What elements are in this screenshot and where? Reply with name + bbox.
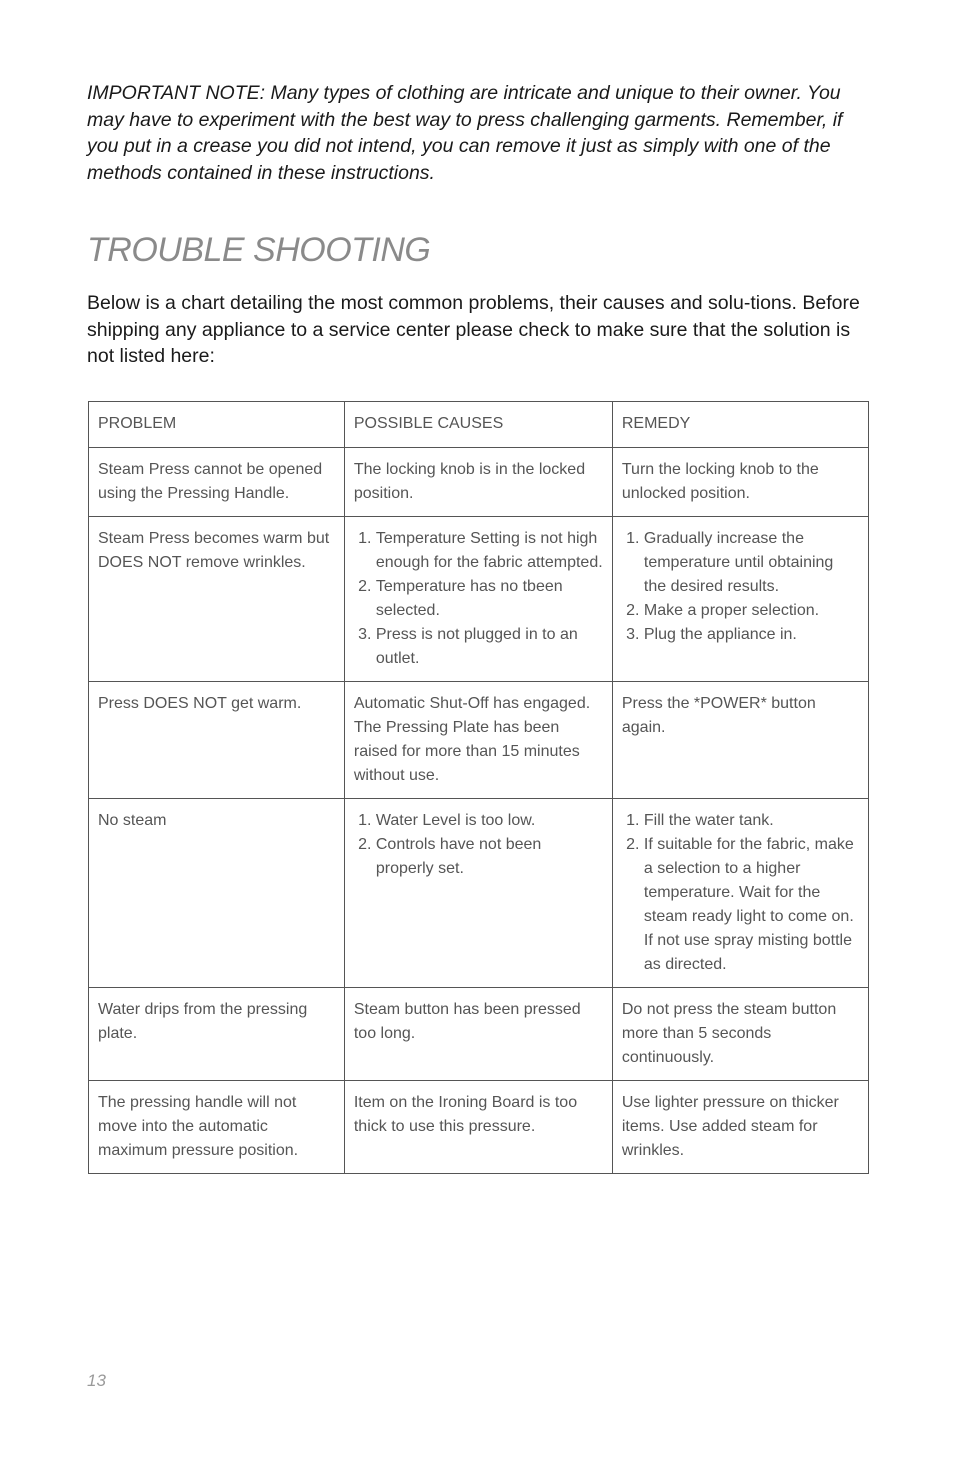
table-row <box>89 988 869 1081</box>
header-remedy: REMEDY <box>612 402 868 448</box>
table-row <box>89 799 869 988</box>
header-possible-causes: POSSIBLE CAUSES <box>344 402 612 448</box>
problem-cell: Steam Press cannot be opened using the Pressing Handle. <box>89 448 345 517</box>
header-problem: PROBLEM <box>89 402 345 448</box>
troubleshooting-table <box>88 401 869 1174</box>
causes-cell: The locking knob is in the locked position. <box>344 448 612 517</box>
list-item: 2. Make a proper selection. <box>644 599 859 623</box>
table-row <box>89 682 869 799</box>
remedy-cell: Use lighter pressure on thicker items. Use added steam for wrinkles. <box>612 1081 868 1174</box>
problem-cell: Steam Press becomes warm but DOES NOT remove wrinkles. <box>89 517 345 682</box>
list-item: 1. Water Level is too low. <box>376 809 603 833</box>
section-heading: TROUBLE SHOOTING <box>87 231 431 269</box>
causes-cell: Automatic Shut-Off has engaged. The Pressing Plate has been raised for more than 15 minutes without use. <box>344 682 612 799</box>
causes-cell: Steam button has been pressed too long. <box>344 988 612 1081</box>
problem-cell: Water drips from the pressing plate. <box>89 988 345 1081</box>
remedy-list <box>622 527 859 647</box>
remedy-cell: Press the *POWER* button again. <box>612 682 868 799</box>
problem-cell: Press DOES NOT get warm. <box>89 682 345 799</box>
table-row <box>89 448 869 517</box>
causes-cell <box>344 517 612 682</box>
list-item: 1. Temperature Setting is not high enough for the fabric attempted. <box>376 527 603 575</box>
table-row <box>89 1081 869 1174</box>
remedy-cell <box>612 517 868 682</box>
problem-cell: No steam <box>89 799 345 988</box>
list-item: 2. Temperature has no tbeen selected. <box>376 575 603 623</box>
causes-list <box>354 527 603 671</box>
table-row <box>89 517 869 682</box>
important-note: IMPORTANT NOTE: Many types of clothing are intricate and unique to their owner. You may have to experiment with the best way to press challenging garments. Remember, if you put in a crease you did not intend, you can remove it just as simply with one of the methods contained in these instructions. <box>87 82 843 184</box>
list-item: 3. Plug the appliance in. <box>644 623 859 647</box>
problem-cell: The pressing handle will not move into the automatic maximum pressure position. <box>89 1081 345 1174</box>
list-item: 1. Gradually increase the temperature until obtaining the desired results. <box>644 527 859 599</box>
list-item: 3. Press is not plugged in to an outlet. <box>376 623 603 671</box>
list-item: 1. Fill the water tank. <box>644 809 859 833</box>
remedy-list <box>622 809 859 977</box>
causes-cell <box>344 799 612 988</box>
remedy-cell <box>612 799 868 988</box>
list-item: 2. Controls have not been properly set. <box>376 833 603 881</box>
remedy-cell: Turn the locking knob to the unlocked position. <box>612 448 868 517</box>
remedy-cell: Do not press the steam button more than 5 seconds continuously. <box>612 988 868 1081</box>
causes-cell: Item on the Ironing Board is too thick to use this pressure. <box>344 1081 612 1174</box>
causes-list <box>354 809 603 881</box>
page-number: 13 <box>87 1371 106 1390</box>
list-item: 2. If suitable for the fabric, make a selection to a higher temperature. Wait for the steam ready light to come on. If not use spray misting bottle as directed. <box>644 833 859 977</box>
intro-paragraph: Below is a chart detailing the most common problems, their causes and solu-tions. Before shipping any appliance to a service center please check to make sure that the solution is not listed here: <box>87 292 860 367</box>
table-header-row <box>89 402 869 448</box>
